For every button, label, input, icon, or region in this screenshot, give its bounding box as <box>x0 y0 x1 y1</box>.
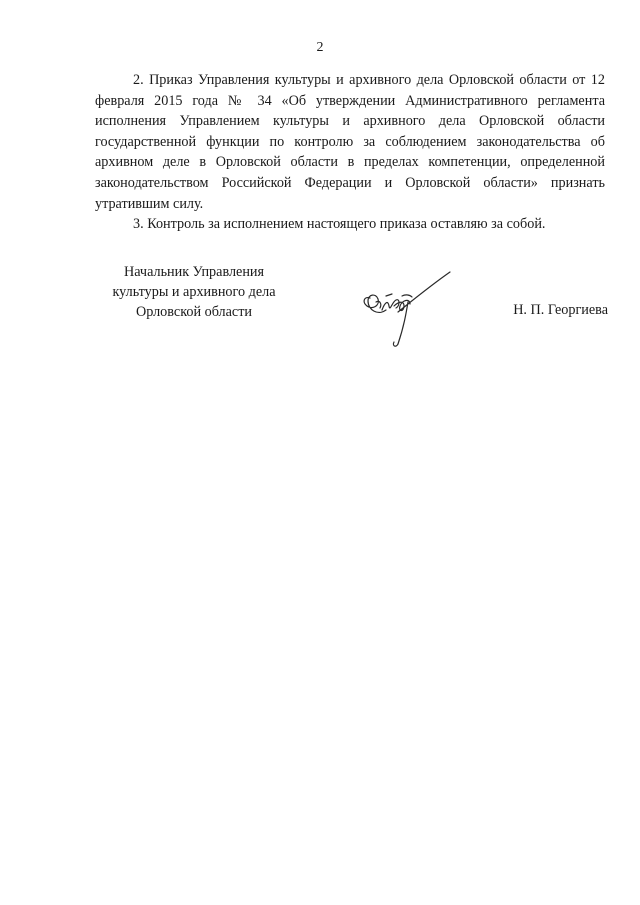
position-line-1: Начальник Управления <box>123 264 265 280</box>
document-body <box>95 70 605 235</box>
signatory-position <box>88 262 300 322</box>
page-number: 2 <box>316 40 324 55</box>
signer-name: Н. П. Георгиева <box>513 302 608 318</box>
position-line-3: Орловской области <box>135 304 253 320</box>
handwritten-signature-icon <box>358 266 458 350</box>
position-line-2: культуры и архивного дела <box>112 284 276 300</box>
signature-block <box>0 258 640 348</box>
paragraph-item-3: 3. Контроль за исполнением настоящего приказа оставляю за собой. <box>133 216 546 233</box>
paragraph-item-2: 2. Приказ Управления культуры и архивного дела Орловской области от 12 февраля 2015 года № 34 «Об утверждении Административного регламента исполнения Управлением культуры и архивного дела Орловской области государственной функции по контролю за соблюдением законодательства об архивном деле в Орловской области в пределах компетенции, определенной законодательством Российской Федерации и Орловской области» признать утратившим силу. <box>95 72 605 212</box>
